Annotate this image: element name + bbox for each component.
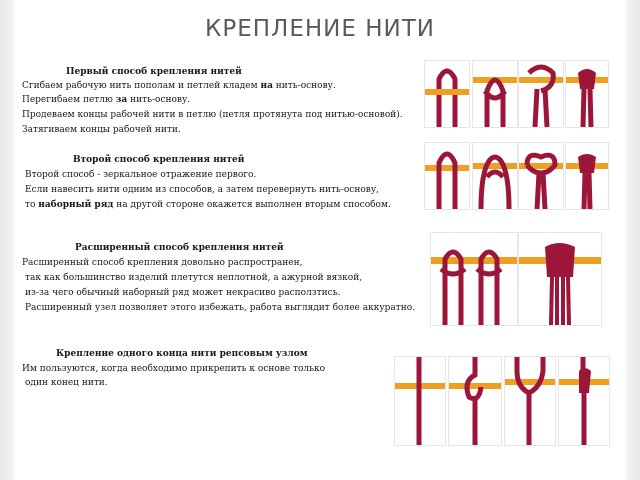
section3-line2: так как большинство изделий плетутся неплотной, а ажурной вязкой, xyxy=(25,273,363,283)
section2-line2: Если навесить нити одним из способов, а затем перевернуть нить-основу, xyxy=(25,185,379,195)
section2-line1: Второй способ - зеркальное отражение первого. xyxy=(25,170,257,180)
section2-heading: Второй способ крепления нитей xyxy=(73,155,245,165)
section1-heading: Первый способ крепления нитей xyxy=(66,67,242,77)
reps-knot-step1-photo xyxy=(394,356,446,446)
method2-step3-photo xyxy=(518,142,564,210)
reps-knot-step4-photo xyxy=(558,356,610,446)
reps-knot-step3-photo xyxy=(504,356,556,446)
section3-line3: из-за чего обычный наборный ряд может некрасиво расползтись. xyxy=(25,288,341,298)
section3-line4: Расширенный узел позволяет этого избежать, работа выглядит более аккуратно. xyxy=(25,303,415,313)
extended-method-photo-1 xyxy=(430,232,518,326)
method2-step1-photo xyxy=(424,142,470,210)
section1-line4: Затягиваем концы рабочей нити. xyxy=(22,125,181,135)
method2-step4-photo xyxy=(565,142,609,210)
method2-step2-photo xyxy=(472,142,518,210)
section1-line3: Продеваем концы рабочей нити в петлю (петля протянута под нитью-основой). xyxy=(22,110,403,120)
section1-line2: Перегибаем петлю за нить-основу. xyxy=(22,95,191,105)
extended-method-photo-2 xyxy=(518,232,602,326)
page-title: КРЕПЛЕНИЕ НИТИ xyxy=(205,16,435,42)
method1-step4-photo xyxy=(565,60,609,128)
section4-line2: один конец нити. xyxy=(25,378,108,388)
right-frame-border xyxy=(626,0,640,480)
section4-heading: Крепление одного конца нити репсовым узлом xyxy=(56,349,308,359)
section2-line3: то наборный ряд на другой стороне окажется выполнен вторым способом. xyxy=(25,200,391,210)
section1-line1: Сгибаем рабочую нить пополам и петлей кладем на нить-основу. xyxy=(22,81,336,91)
section4-line1: Им пользуются, когда необходимо прикрепить к основе только xyxy=(22,364,326,374)
method1-step1-photo xyxy=(424,60,470,128)
method1-step2-photo xyxy=(472,60,518,128)
method1-step3-photo xyxy=(518,60,564,128)
section3-heading: Расширенный способ крепления нитей xyxy=(75,243,284,253)
section3-line1: Расширенный способ крепления довольно распространен, xyxy=(22,258,303,268)
reps-knot-step2-photo xyxy=(448,356,502,446)
left-frame-border xyxy=(0,0,14,480)
